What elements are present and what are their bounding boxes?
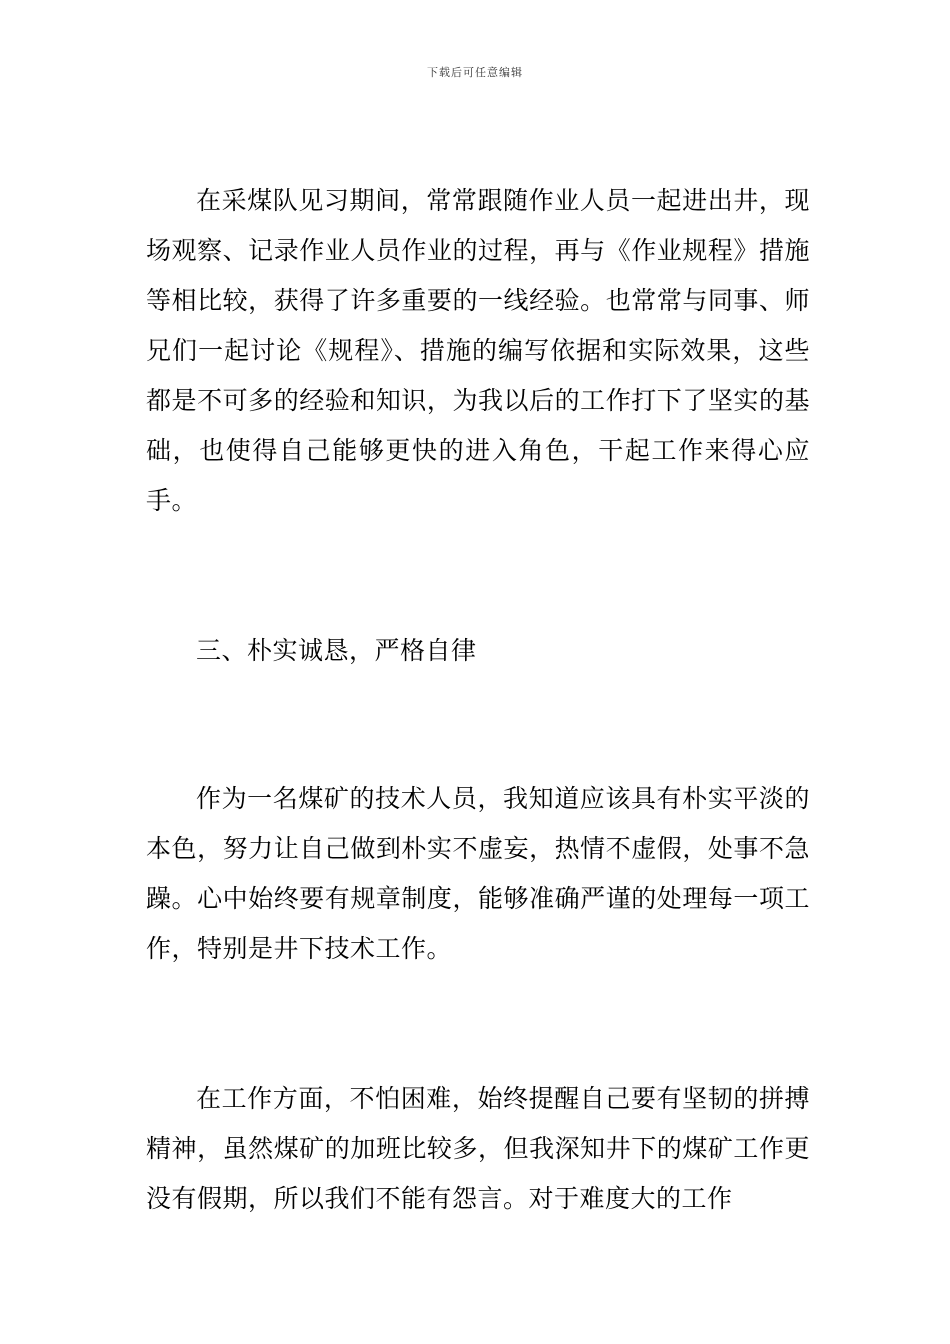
paragraph-spacer	[146, 974, 810, 1074]
paragraph-spacer	[146, 676, 810, 774]
paragraph-internship: 在采煤队见习期间，常常跟随作业人员一起进出井，现场观察、记录作业人员作业的过程，再与《作业规程》措施等相比较，获得了许多重要的一线经验。也常常与同事、师兄们一起讨论《规程》、措施的编写依据和实际效果，这些都是不可多的经验和知识，为我以后的工作打下了坚实的基础，也使得自己能够更快的进入角色，干起工作来得心应手。	[146, 186, 810, 515]
header-note: 下载后可任意编辑	[427, 66, 523, 79]
document-body	[146, 176, 810, 1224]
section-heading-3: 三、朴实诚恳，严格自律	[196, 636, 477, 665]
paragraph-technician: 作为一名煤矿的技术人员，我知道应该具有朴实平淡的本色，努力让自己做到朴实不虚妄，热情不虚假，处事不急躁。心中始终要有规章制度，能够准确严谨的处理每一项工作，特别是井下技术工作。	[146, 784, 810, 963]
paragraph-spacer	[146, 526, 810, 626]
paragraph-work-attitude: 在工作方面，不怕困难，始终提醒自己要有坚韧的拼搏精神，虽然煤矿的加班比较多，但我深知井下的煤矿工作更没有假期，所以我们不能有怨言。对于难度大的工作	[146, 1084, 810, 1213]
